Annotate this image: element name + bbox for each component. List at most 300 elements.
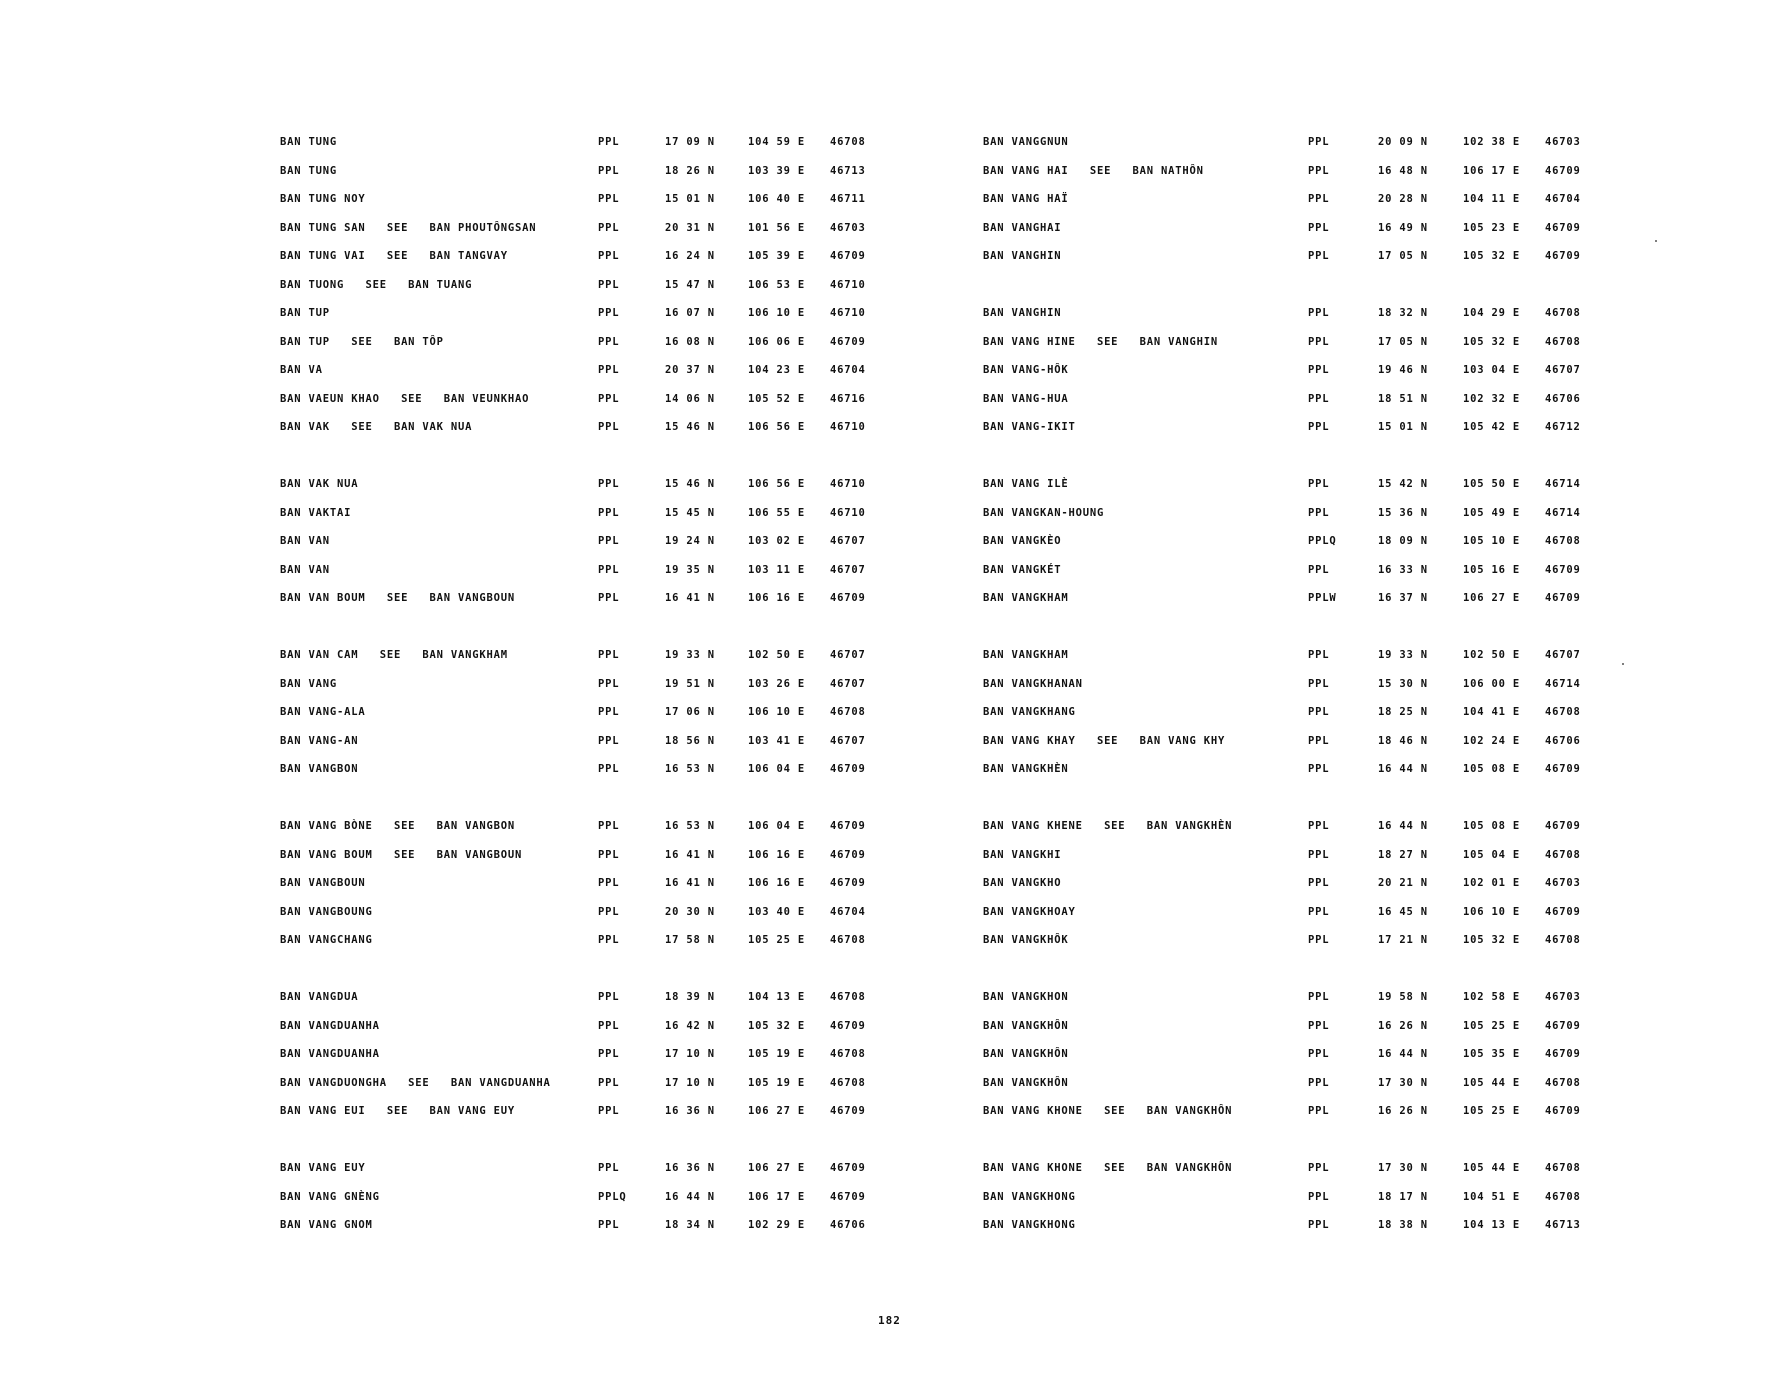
place-name: BAN TUNG xyxy=(280,136,337,148)
longitude: 104 13 E xyxy=(1463,1219,1520,1231)
latitude: 20 28 N xyxy=(1378,193,1428,205)
left-column xyxy=(280,130,920,1242)
map-sheet-code: 46711 xyxy=(830,193,866,205)
map-sheet-code: 46708 xyxy=(1545,535,1581,547)
map-sheet-code: 46706 xyxy=(830,1219,866,1231)
longitude: 102 58 E xyxy=(1463,991,1520,1003)
gazetteer-entry xyxy=(280,558,920,587)
place-name: BAN VANG HAÏ xyxy=(983,193,1069,205)
place-name: BAN VANG-ALA xyxy=(280,706,366,718)
latitude: 18 25 N xyxy=(1378,706,1428,718)
entry-group xyxy=(983,472,1623,615)
map-sheet-code: 46709 xyxy=(1545,563,1581,576)
longitude: 105 25 E xyxy=(1463,1105,1520,1117)
latitude: 20 30 N xyxy=(665,905,715,918)
map-sheet-code: 46709 xyxy=(1545,905,1581,918)
longitude: 105 35 E xyxy=(1463,1048,1520,1060)
map-sheet-code: 46709 xyxy=(1545,820,1581,832)
longitude: 104 13 E xyxy=(748,991,805,1003)
place-name: BAN VANGDUONGHA SEE BAN VANGDUANHA xyxy=(280,1076,551,1089)
gazetteer-entry xyxy=(280,1156,920,1185)
map-sheet-code: 46703 xyxy=(1545,991,1581,1003)
feature-type: PPL xyxy=(598,421,620,433)
place-name: BAN VAK NUA xyxy=(280,478,359,490)
place-name: BAN VANGBON xyxy=(280,763,359,775)
latitude: 16 33 N xyxy=(1378,563,1428,576)
latitude: 16 53 N xyxy=(665,763,715,775)
gazetteer-entry xyxy=(983,216,1623,245)
feature-type: PPLW xyxy=(1308,592,1337,604)
longitude: 102 38 E xyxy=(1463,136,1520,148)
longitude: 106 53 E xyxy=(748,278,805,291)
feature-type: PPL xyxy=(1308,905,1330,918)
feature-type: PPL xyxy=(1308,307,1330,319)
gazetteer-entry xyxy=(983,928,1623,957)
place-name: BAN VANG KHAY SEE BAN VANG KHY xyxy=(983,734,1226,747)
place-name: BAN TUNG SAN SEE BAN PHOUTÔNGSAN xyxy=(280,221,537,234)
longitude: 103 41 E xyxy=(748,734,805,747)
latitude: 18 27 N xyxy=(1378,848,1428,861)
gazetteer-entry xyxy=(280,700,920,729)
place-name: BAN VANG GNOM xyxy=(280,1219,373,1231)
feature-type: PPL xyxy=(1308,164,1330,177)
gazetteer-entry xyxy=(280,358,920,387)
entry-group xyxy=(983,130,1623,444)
map-sheet-code: 46709 xyxy=(1545,221,1581,234)
map-sheet-code: 46710 xyxy=(830,478,866,490)
longitude: 105 04 E xyxy=(1463,848,1520,861)
place-name: BAN VANGKHÔN xyxy=(983,1048,1069,1060)
map-sheet-code: 46708 xyxy=(1545,335,1581,348)
gazetteer-entry xyxy=(280,900,920,929)
map-sheet-code: 46708 xyxy=(1545,1076,1581,1089)
gazetteer-entry xyxy=(983,330,1623,359)
place-name: BAN VANGKHOAY xyxy=(983,905,1076,918)
place-name: BAN VANGKHÈN xyxy=(983,763,1069,775)
place-name: BAN VANG BÒNE SEE BAN VANGBON xyxy=(280,820,516,832)
entry-group xyxy=(983,643,1623,786)
latitude: 16 41 N xyxy=(665,848,715,861)
place-name: BAN VANG-HÔK xyxy=(983,364,1069,376)
map-sheet-code: 46704 xyxy=(830,905,866,918)
longitude: 105 19 E xyxy=(748,1076,805,1089)
place-name: BAN VANGDUANHA xyxy=(280,1048,380,1060)
place-name: BAN VANG-HUA xyxy=(983,392,1069,405)
scan-speck xyxy=(1655,240,1657,242)
latitude: 16 36 N xyxy=(665,1105,715,1117)
map-sheet-code: 46708 xyxy=(1545,307,1581,319)
latitude: 16 44 N xyxy=(665,1190,715,1203)
place-name: BAN VANGKHON xyxy=(983,991,1069,1003)
latitude: 18 32 N xyxy=(1378,307,1428,319)
latitude: 17 10 N xyxy=(665,1048,715,1060)
feature-type: PPL xyxy=(1308,649,1330,661)
longitude: 106 04 E xyxy=(748,820,805,832)
longitude: 105 32 E xyxy=(748,1019,805,1032)
latitude: 16 26 N xyxy=(1378,1105,1428,1117)
gazetteer-entry xyxy=(983,1213,1623,1242)
gazetteer-entry xyxy=(280,301,920,330)
map-sheet-code: 46709 xyxy=(1545,1048,1581,1060)
feature-type: PPL xyxy=(598,706,620,718)
map-sheet-code: 46709 xyxy=(830,763,866,775)
longitude: 105 50 E xyxy=(1463,478,1520,490)
gazetteer-entry xyxy=(983,871,1623,900)
place-name: BAN VANGHAI xyxy=(983,221,1062,234)
longitude: 104 51 E xyxy=(1463,1190,1520,1203)
longitude: 103 26 E xyxy=(748,677,805,690)
feature-type: PPL xyxy=(1308,250,1330,262)
longitude: 104 41 E xyxy=(1463,706,1520,718)
latitude: 18 26 N xyxy=(665,164,715,177)
map-sheet-code: 46703 xyxy=(1545,136,1581,148)
map-sheet-code: 46709 xyxy=(830,335,866,348)
longitude: 105 10 E xyxy=(1463,535,1520,547)
gazetteer-entry xyxy=(983,558,1623,587)
feature-type: PPL xyxy=(598,1076,620,1089)
latitude: 16 44 N xyxy=(1378,820,1428,832)
longitude: 106 56 E xyxy=(748,478,805,490)
longitude: 106 16 E xyxy=(748,877,805,889)
place-name: BAN TUONG SEE BAN TUANG xyxy=(280,278,473,291)
longitude: 106 10 E xyxy=(748,706,805,718)
longitude: 102 24 E xyxy=(1463,734,1520,747)
place-name: BAN VANG BOUM SEE BAN VANGBOUN xyxy=(280,848,523,861)
place-name: BAN VANGKHI xyxy=(983,848,1062,861)
map-sheet-code: 46708 xyxy=(1545,1162,1581,1174)
gazetteer-entry xyxy=(280,187,920,216)
gazetteer-entry xyxy=(280,1185,920,1214)
entry-group xyxy=(280,814,920,957)
gazetteer-entry xyxy=(280,586,920,615)
map-sheet-code: 46708 xyxy=(830,991,866,1003)
feature-type: PPL xyxy=(598,535,620,547)
latitude: 20 09 N xyxy=(1378,136,1428,148)
map-sheet-code: 46708 xyxy=(830,136,866,148)
gazetteer-entry xyxy=(280,244,920,273)
place-name: BAN VANGKHANAN xyxy=(983,677,1083,690)
place-name: BAN VANG GNÈNG xyxy=(280,1190,380,1203)
map-sheet-code: 46707 xyxy=(830,563,866,576)
longitude: 102 01 E xyxy=(1463,877,1520,889)
gazetteer-entry xyxy=(280,159,920,188)
feature-type: PPL xyxy=(1308,136,1330,148)
latitude: 17 05 N xyxy=(1378,335,1428,348)
feature-type: PPL xyxy=(598,278,620,291)
feature-type: PPL xyxy=(1308,563,1330,576)
place-name: BAN VANGDUA xyxy=(280,991,359,1003)
map-sheet-code: 46709 xyxy=(830,1162,866,1174)
gazetteer-entry xyxy=(983,1014,1623,1043)
map-sheet-code: 46708 xyxy=(830,1048,866,1060)
latitude: 16 44 N xyxy=(1378,763,1428,775)
longitude: 105 52 E xyxy=(748,392,805,405)
longitude: 105 32 E xyxy=(1463,335,1520,348)
map-sheet-code: 46707 xyxy=(1545,364,1581,376)
map-sheet-code: 46709 xyxy=(830,820,866,832)
map-sheet-code: 46710 xyxy=(830,506,866,519)
feature-type: PPL xyxy=(1308,506,1330,519)
latitude: 17 09 N xyxy=(665,136,715,148)
feature-type: PPL xyxy=(598,307,620,319)
feature-type: PPL xyxy=(1308,1105,1330,1117)
latitude: 16 07 N xyxy=(665,307,715,319)
place-name: BAN VA xyxy=(280,364,323,376)
map-sheet-code: 46707 xyxy=(1545,649,1581,661)
feature-type: PPL xyxy=(598,563,620,576)
entry-group xyxy=(280,985,920,1128)
feature-type: PPL xyxy=(1308,221,1330,234)
latitude: 16 49 N xyxy=(1378,221,1428,234)
entry-group xyxy=(280,643,920,786)
latitude: 18 51 N xyxy=(1378,392,1428,405)
place-name: BAN VANGHIN xyxy=(983,307,1062,319)
map-sheet-code: 46714 xyxy=(1545,677,1581,690)
longitude: 103 40 E xyxy=(748,905,805,918)
gazetteer-entry xyxy=(983,415,1623,444)
feature-type: PPL xyxy=(598,1162,620,1174)
feature-type: PPL xyxy=(598,649,620,661)
latitude: 15 46 N xyxy=(665,421,715,433)
gazetteer-entry xyxy=(280,273,920,302)
map-sheet-code: 46704 xyxy=(1545,193,1581,205)
gazetteer-entry xyxy=(983,159,1623,188)
longitude: 106 10 E xyxy=(748,307,805,319)
feature-type: PPL xyxy=(598,136,620,148)
gazetteer-entry xyxy=(280,130,920,159)
gazetteer-entry xyxy=(280,985,920,1014)
latitude: 18 56 N xyxy=(665,734,715,747)
longitude: 102 32 E xyxy=(1463,392,1520,405)
map-sheet-code: 46714 xyxy=(1545,478,1581,490)
map-sheet-code: 46709 xyxy=(830,1190,866,1203)
feature-type: PPL xyxy=(598,592,620,604)
map-sheet-code: 46709 xyxy=(830,877,866,889)
feature-type: PPL xyxy=(1308,364,1330,376)
feature-type: PPL xyxy=(598,734,620,747)
latitude: 16 42 N xyxy=(665,1019,715,1032)
longitude: 106 10 E xyxy=(1463,905,1520,918)
gazetteer-entry xyxy=(280,1213,920,1242)
gazetteer-entry xyxy=(280,1042,920,1071)
place-name: BAN VAN xyxy=(280,535,330,547)
gazetteer-entry xyxy=(983,700,1623,729)
gazetteer-entry xyxy=(280,1071,920,1100)
latitude: 17 10 N xyxy=(665,1076,715,1089)
scan-speck xyxy=(1622,663,1624,665)
latitude: 18 17 N xyxy=(1378,1190,1428,1203)
right-column xyxy=(983,130,1623,1242)
feature-type: PPL xyxy=(598,877,620,889)
longitude: 105 32 E xyxy=(1463,250,1520,262)
place-name: BAN VANGKAN-HOUNG xyxy=(983,506,1105,519)
gazetteer-entry xyxy=(983,814,1623,843)
place-name: BAN VANG HINE SEE BAN VANGHIN xyxy=(983,335,1219,348)
place-name: BAN TUP SEE BAN TÔP xyxy=(280,335,444,348)
latitude: 17 58 N xyxy=(665,934,715,946)
gazetteer-entry xyxy=(983,187,1623,216)
longitude: 106 27 E xyxy=(748,1162,805,1174)
longitude: 103 39 E xyxy=(748,164,805,177)
place-name: BAN VANG-IKIT xyxy=(983,421,1076,433)
gazetteer-entry xyxy=(983,672,1623,701)
latitude: 16 36 N xyxy=(665,1162,715,1174)
gazetteer-entry xyxy=(280,501,920,530)
map-sheet-code: 46714 xyxy=(1545,506,1581,519)
map-sheet-code: 46709 xyxy=(1545,1019,1581,1032)
latitude: 15 36 N xyxy=(1378,506,1428,519)
feature-type: PPL xyxy=(1308,1048,1330,1060)
place-name: BAN VANGBOUNG xyxy=(280,905,373,918)
feature-type: PPL xyxy=(1308,820,1330,832)
map-sheet-code: 46708 xyxy=(830,1076,866,1089)
gazetteer-entry xyxy=(280,415,920,444)
longitude: 104 59 E xyxy=(748,136,805,148)
gazetteer-entry xyxy=(983,472,1623,501)
latitude: 20 37 N xyxy=(665,364,715,376)
gazetteer-entry xyxy=(280,216,920,245)
longitude: 105 32 E xyxy=(1463,934,1520,946)
map-sheet-code: 46712 xyxy=(1545,421,1581,433)
feature-type: PPL xyxy=(598,991,620,1003)
map-sheet-code: 46709 xyxy=(830,250,866,262)
place-name: BAN TUNG xyxy=(280,164,337,177)
map-sheet-code: 46710 xyxy=(830,421,866,433)
map-sheet-code: 46703 xyxy=(830,221,866,234)
feature-type: PPL xyxy=(598,335,620,348)
entry-group xyxy=(280,1156,920,1242)
longitude: 102 29 E xyxy=(748,1219,805,1231)
gazetteer-entry xyxy=(983,501,1623,530)
latitude: 19 24 N xyxy=(665,535,715,547)
gazetteer-entry xyxy=(280,757,920,786)
longitude: 106 04 E xyxy=(748,763,805,775)
map-sheet-code: 46707 xyxy=(830,734,866,747)
entry-group xyxy=(983,814,1623,957)
map-sheet-code: 46709 xyxy=(1545,164,1581,177)
latitude: 17 30 N xyxy=(1378,1162,1428,1174)
gazetteer-entry xyxy=(983,843,1623,872)
latitude: 16 08 N xyxy=(665,335,715,348)
latitude: 19 33 N xyxy=(1378,649,1428,661)
feature-type: PPL xyxy=(598,1105,620,1117)
latitude: 15 30 N xyxy=(1378,677,1428,690)
place-name: BAN VANGKHÔN xyxy=(983,1076,1069,1089)
feature-type: PPL xyxy=(598,221,620,234)
gazetteer-entry xyxy=(983,1042,1623,1071)
latitude: 14 06 N xyxy=(665,392,715,405)
place-name: BAN VAN xyxy=(280,563,330,576)
gazetteer-entry xyxy=(280,330,920,359)
gazetteer-entry xyxy=(983,643,1623,672)
latitude: 15 45 N xyxy=(665,506,715,519)
longitude: 103 11 E xyxy=(748,563,805,576)
longitude: 106 16 E xyxy=(748,848,805,861)
map-sheet-code: 46708 xyxy=(1545,1190,1581,1203)
map-sheet-code: 46709 xyxy=(830,592,866,604)
longitude: 106 00 E xyxy=(1463,677,1520,690)
gazetteer-entry xyxy=(280,1099,920,1128)
gazetteer-entry xyxy=(983,301,1623,330)
feature-type: PPL xyxy=(598,848,620,861)
longitude: 103 04 E xyxy=(1463,364,1520,376)
gazetteer-entry xyxy=(983,586,1623,615)
latitude: 19 51 N xyxy=(665,677,715,690)
gazetteer-entry xyxy=(280,928,920,957)
latitude: 16 41 N xyxy=(665,592,715,604)
gazetteer-entry xyxy=(983,900,1623,929)
map-sheet-code: 46707 xyxy=(830,649,866,661)
map-sheet-code: 46708 xyxy=(830,934,866,946)
map-sheet-code: 46708 xyxy=(1545,848,1581,861)
feature-type: PPL xyxy=(1308,335,1330,348)
latitude: 20 31 N xyxy=(665,221,715,234)
latitude: 19 58 N xyxy=(1378,991,1428,1003)
feature-type: PPL xyxy=(1308,421,1330,433)
place-name: BAN VAN CAM SEE BAN VANGKHAM xyxy=(280,649,508,661)
feature-type: PPL xyxy=(598,820,620,832)
latitude: 18 34 N xyxy=(665,1219,715,1231)
map-sheet-code: 46713 xyxy=(830,164,866,177)
latitude: 20 21 N xyxy=(1378,877,1428,889)
longitude: 101 56 E xyxy=(748,221,805,234)
longitude: 105 44 E xyxy=(1463,1076,1520,1089)
place-name: BAN VAKTAI xyxy=(280,506,352,519)
feature-type: PPL xyxy=(598,506,620,519)
feature-type: PPL xyxy=(1308,1162,1330,1174)
gazetteer-entry xyxy=(983,529,1623,558)
feature-type: PPL xyxy=(1308,848,1330,861)
longitude: 105 42 E xyxy=(1463,421,1520,433)
latitude: 17 30 N xyxy=(1378,1076,1428,1089)
gazetteer-entry xyxy=(983,1156,1623,1185)
gazetteer-entry xyxy=(280,672,920,701)
gazetteer-entry xyxy=(280,814,920,843)
gazetteer-entry xyxy=(983,1185,1623,1214)
latitude: 19 35 N xyxy=(665,563,715,576)
place-name: BAN VANG KHONE SEE BAN VANGKHÔN xyxy=(983,1162,1233,1174)
feature-type: PPL xyxy=(598,164,620,177)
latitude: 16 48 N xyxy=(1378,164,1428,177)
latitude: 16 53 N xyxy=(665,820,715,832)
map-sheet-code: 46710 xyxy=(830,307,866,319)
feature-type: PPL xyxy=(598,250,620,262)
place-name: BAN VAEUN KHAO SEE BAN VEUNKHAO xyxy=(280,392,530,405)
feature-type: PPL xyxy=(598,905,620,918)
feature-type: PPL xyxy=(598,677,620,690)
gazetteer-entry xyxy=(280,387,920,416)
feature-type: PPL xyxy=(1308,877,1330,889)
feature-type: PPL xyxy=(1308,392,1330,405)
latitude: 15 47 N xyxy=(665,278,715,291)
place-name: BAN VANGKHÔN xyxy=(983,1019,1069,1032)
latitude: 18 39 N xyxy=(665,991,715,1003)
longitude: 105 39 E xyxy=(748,250,805,262)
feature-type: PPLQ xyxy=(598,1190,627,1203)
feature-type: PPL xyxy=(1308,1219,1330,1231)
map-sheet-code: 46709 xyxy=(1545,250,1581,262)
gazetteer-entry xyxy=(280,1014,920,1043)
latitude: 17 21 N xyxy=(1378,934,1428,946)
latitude: 17 06 N xyxy=(665,706,715,718)
feature-type: PPL xyxy=(598,193,620,205)
place-name: BAN VANG ILÈ xyxy=(983,478,1069,490)
entry-group xyxy=(983,1156,1623,1242)
longitude: 106 27 E xyxy=(1463,592,1520,604)
gazetteer-entry xyxy=(280,472,920,501)
gazetteer-entry xyxy=(983,358,1623,387)
gazetteer-entry xyxy=(983,1071,1623,1100)
